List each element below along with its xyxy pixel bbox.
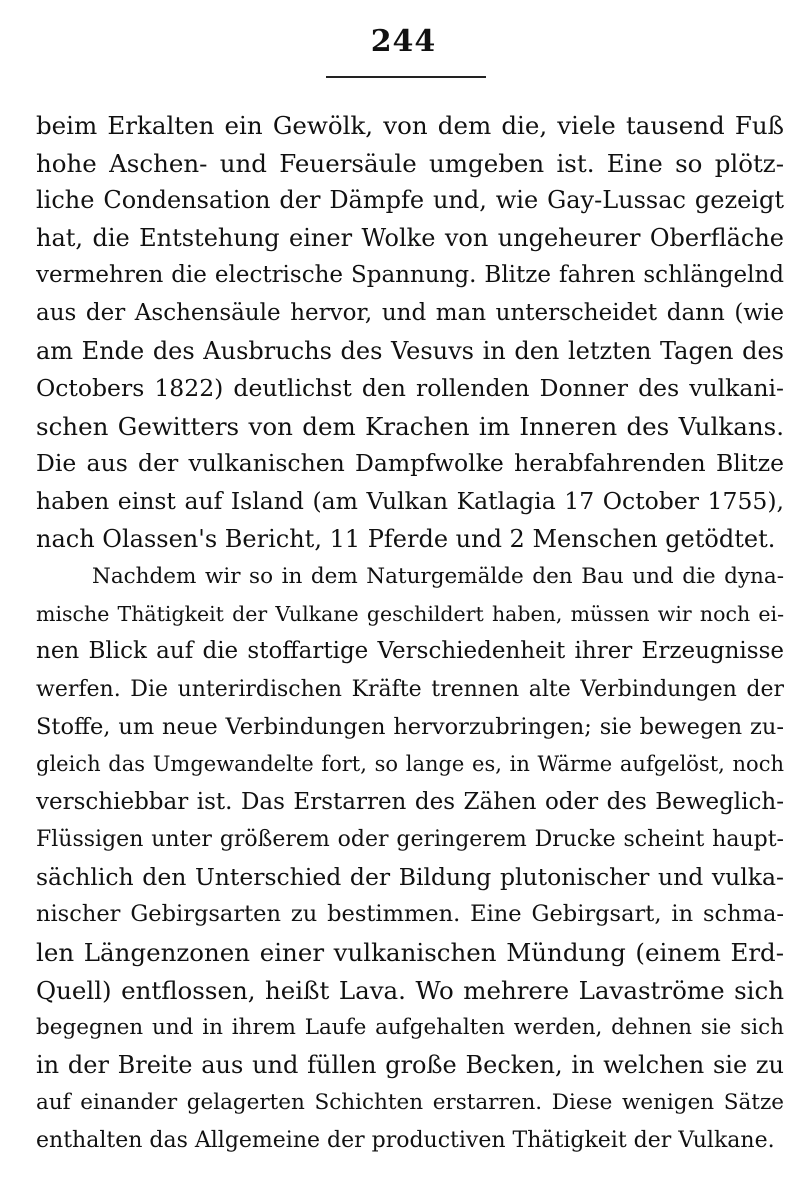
- paragraph-2: [36, 558, 784, 1160]
- text-line: verschiebbar ist. Das Erstarren des Zähen oder des Beweglich-: [36, 788, 784, 815]
- text-line: beim Erkalten ein Gewölk, von dem die, viele tausend Fuß: [36, 111, 784, 140]
- text-line: aus der Aschensäule hervor, und man unterscheidet dann (wie: [36, 299, 784, 326]
- text-body: [36, 107, 784, 1160]
- page-number: 244: [370, 24, 437, 59]
- text-line: in der Breite aus und füllen große Becken, in welchen sie zu: [36, 1050, 784, 1079]
- text-line: mische Thätigkeit der Vulkane geschildert haben, müssen wir noch ei-: [36, 601, 784, 626]
- text-line: len Längenzonen einer vulkanischen Mündung (einem Erd-: [36, 938, 784, 968]
- header-rule: [326, 76, 486, 78]
- text-line: begegnen und in ihrem Laufe aufgehalten werden, dehnen sie sich: [36, 1015, 784, 1041]
- text-line: nen Blick auf die stoffartige Verschiedenheit ihrer Erzeugnisse: [36, 638, 784, 665]
- text-line: liche Condensation der Dämpfe und, wie Gay-Lussac gezeigt: [36, 186, 784, 215]
- text-line: hat, die Entstehung einer Wolke von ungeheurer Oberfläche: [36, 223, 784, 252]
- text-line: Octobers 1822) deutlichst den rollenden Donner des vulkani-: [36, 374, 784, 403]
- text-line: sächlich den Unterschied der Bildung plutonischer und vulka-: [36, 862, 784, 891]
- text-line: schen Gewitters von dem Krachen im Inneren des Vulkans.: [36, 411, 784, 441]
- text-line: Quell) entflossen, heißt Lava. Wo mehrere Lavaströme sich: [36, 975, 784, 1005]
- text-line: auf einander gelagerten Schichten erstarren. Diese wenigen Sätze: [36, 1090, 784, 1116]
- text-line: nischer Gebirgsarten zu bestimmen. Eine Gebirgsart, in schma-: [36, 901, 784, 928]
- text-line: vermehren die electrische Spannung. Blitze fahren schlängelnd: [36, 262, 784, 289]
- text-line: Flüssigen unter größerem oder geringerem Drucke scheint haupt-: [36, 827, 784, 853]
- paragraph-1: [36, 107, 784, 558]
- text-line: gleich das Umgewandelte fort, so lange es, in Wärme aufgelöst, noch: [36, 752, 784, 777]
- text-line: Stoffe, um neue Verbindungen hervorzubringen; sie bewegen zu-: [36, 713, 784, 740]
- text-line: hohe Aschen- und Feuersäule umgeben ist. Eine so plötz-: [36, 148, 784, 178]
- text-line: werfen. Die unterirdischen Kräfte trennen alte Verbindungen der: [36, 676, 784, 702]
- text-line: am Ende des Ausbruchs des Vesuvs in den letzten Tagen des: [36, 336, 784, 365]
- text-line: Nachdem wir so in dem Naturgemälde den Bau und die dyna-: [92, 564, 784, 590]
- text-line: enthalten das Allgemeine der productiven Thätigkeit der Vulkane.: [36, 1128, 775, 1154]
- text-line: haben einst auf Island (am Vulkan Katlagia 17 October 1755),: [36, 486, 784, 515]
- text-line: nach Olassen's Bericht, 11 Pferde und 2 Menschen getödtet.: [36, 524, 776, 553]
- text-line: Die aus der vulkanischen Dampfwolke herabfahrenden Blitze: [36, 449, 784, 478]
